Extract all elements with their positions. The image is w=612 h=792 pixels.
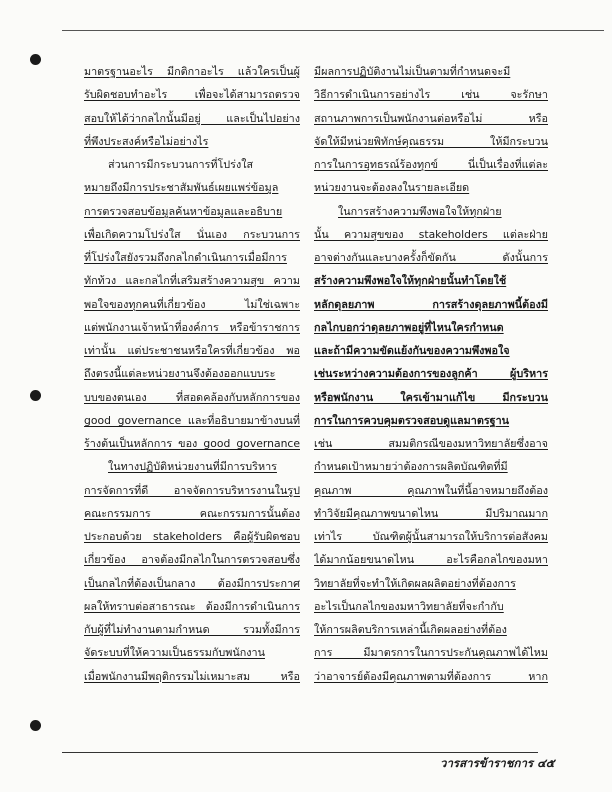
text-line: แต่พนักงานเจ้าหน้าที่องค์การ หรือข้าราชการ [84,320,300,334]
text-line: บบของตนเอง ที่สอดคล้องกับหลักการของ [84,390,300,404]
text-line: ทำวิจัยมีคุณภาพขนาดไหน มีปริมาณมาก [314,506,548,520]
text-line: หน่วยงานจะต้องลงในรายละเอียด [314,181,470,195]
text-line: กับผู้ที่ไม่ทำงานตามกำหนด รวมทั้งมีการ [84,623,300,636]
text-line: การในการควบคุมตรวจสอบดูแลมาตรฐาน [314,413,510,427]
text-line: นั้น ความสุขของ stakeholders แต่ละฝ่าย [314,227,548,241]
text-line: ในการสร้างความพึงพอใจให้ทุกฝ่าย [338,204,502,218]
text-line: เกี่ยวข้อง อาจต้องมีกลไกในการตรวจสอบซึ่ง [84,553,300,567]
text-line: วิทยาลัยที่จะทำให้เกิดผลผลิตอย่างที่ต้องการ [314,576,516,590]
text-line: กำหนดเป้าหมายว่าต้องการผลิตบัณฑิตที่มี [314,460,508,474]
text-line: จัดให้มีหน่วยพิทักษ์คุณธรรม ให้มีกระบวน [314,134,548,148]
text-line: กลไกบอกว่าดุลยภาพอยู่ที่ไหนใครกำหนด [314,320,504,334]
right-text-column [314,60,548,688]
text-line: สอบให้ได้ว่ากลไกนั้นมีอยู่ และเป็นไปอย่าง [84,111,300,125]
text-line: เช่น สมมติกรณีของมหาวิทยาลัยซึ่งอาจ [314,437,548,450]
text-line: ถึงตรงนี้แต่ละหน่วยงานจึงต้องออกแบบระ [84,367,276,381]
text-line: good governance และที่อธิบายมาข้างบนที่ [84,413,300,427]
text-line: เมื่อพนักงานมีพฤติกรรมไม่เหมาะสม หรือ [84,669,300,683]
text-line: ทักท้วง และกลไกที่เสริมสร้างความสุข ความ [84,274,300,288]
binder-hole-bottom [30,720,41,731]
text-line: หมายถึงมีการประชาสัมพันธ์เผยแพร่ข้อมูล [84,181,279,195]
text-line: การในการอุทธรณ์ร้องทุกข์ นี่เป็นเรื่องที่แต่ละ [314,158,548,171]
text-line: ได้มากน้อยขนาดไหน อะไรคือกลไกของมหา [314,553,548,567]
text-line: เช่นระหว่างความต้องการของลูกค้า ผู้บริหาร [314,367,548,381]
text-line: หรือพนักงาน ใครเข้ามาแก้ไข มีกระบวน [314,390,548,404]
text-line: การจัดการที่ดี อาจจัดการบริหารงานในรูป [84,483,300,497]
text-line: สร้างความพึงพอใจให้ทุกฝ่ายนั้นทำโดยใช้ [314,274,507,288]
text-line: พอใจของทุกคนที่เกี่ยวข้อง ไม่ใช่เฉพาะ [84,297,300,311]
text-line: อะไรเป็นกลไกของมหาวิทยาลัยที่จะกำกับ [314,599,504,613]
text-line: ผลให้ทราบต่อสาธารณะ ต้องมีการดำเนินการ [84,599,300,613]
top-rule [62,30,604,31]
text-line: เท่านั้น แต่ประชาชนหรือใครที่เกี่ยวข้อง พอ [84,344,300,357]
text-line: วิธีการดำเนินการอย่างไร เช่น จะรักษา [314,88,548,102]
text-line: อาจต่างกันและบางครั้งก็ขัดกัน ดังนั้นการ [314,251,548,264]
text-line: เป็นกลไกที่ต้องเป็นกลาง ต้องมีการประกาศ [84,576,300,590]
text-line: ส่วนการมีกระบวนการที่โปร่งใส [108,158,254,171]
journal-page-label: วารสารข้าราชการ ๔๕ [440,756,555,770]
text-line: หลักดุลยภาพ การสร้างดุลยภาพนี้ต้องมี [314,297,548,311]
footer-rule [62,752,538,753]
left-text-column [84,60,300,688]
text-line: จัดระบบที่ให้ความเป็นธรรมกับพนักงาน [84,646,265,660]
text-line: ว่าอาจารย์ต้องมีคุณภาพตามที่ต้องการ หาก [314,669,548,683]
text-line: คณะกรรมการ คณะกรรมการนั้นต้อง [84,506,300,520]
text-line: ในทางปฏิบัติหน่วยงานที่มีการบริหาร [108,460,277,474]
text-line: การ มีมาตรการในการประกันคุณภาพได้ไหม [314,646,548,660]
text-line: และถ้ามีความขัดแย้งกันของความพึงพอใจ [314,344,510,357]
text-line: คุณภาพ คุณภาพในที่นี้อาจหมายถึงต้อง [314,483,548,497]
text-line: รับผิดชอบทำอะไร เพื่อจะได้สามารถตรวจ [84,88,300,102]
text-line: เท่าไร บัณฑิตผู้นั้นสามารถให้บริการต่อสังคม [314,530,548,543]
text-line: มีผลการปฏิบัติงานไม่เป็นตามที่กำหนดจะมี [314,65,511,78]
text-line: ที่พึงประสงค์หรือไม่อย่างไร [84,134,209,148]
text-line: ร้างต้นเป็นหลักการ ของ good governance [84,437,300,450]
binder-hole-middle [30,390,41,401]
text-line: ประกอบด้วย stakeholders คือผู้รับผิดชอบ [84,530,300,543]
binder-hole-top [30,54,41,65]
text-line: ที่โปร่งใสยังรวมถึงกลไกดำเนินการเมื่อมีการ [84,251,287,264]
text-line: เพื่อเกิดความโปร่งใส นั่นเอง กระบวนการ [84,227,300,241]
text-line: มาตรฐานอะไร มีกติกาอะไร แล้วใครเป็นผู้ [84,65,300,78]
text-line: สถานภาพการเป็นพนักงานต่อหรือไม่ หรือ [314,111,548,125]
text-line: การตรวจสอบข้อมูลค้นหาข้อมูลและอธิบาย [84,204,283,218]
text-line: ให้การผลิตบริการเหล่านี้เกิดผลอย่างที่ต้อง [314,623,507,636]
